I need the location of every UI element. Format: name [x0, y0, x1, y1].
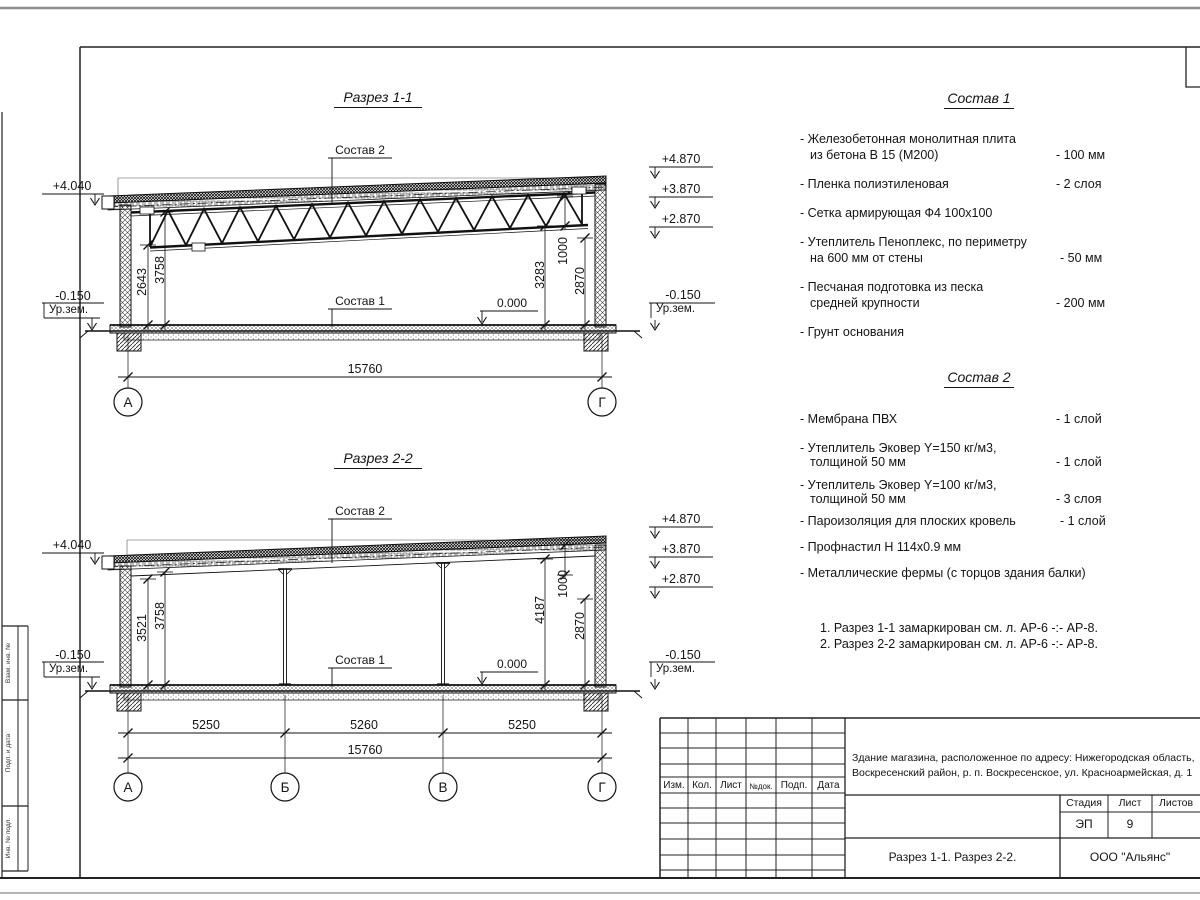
sostav2-item-4-value: - 1 слой — [1060, 514, 1106, 528]
titleblock-col-data: Дата — [817, 780, 840, 791]
elevation-right-1-s1: +4.870 — [661, 152, 701, 166]
sostav2-callout-s1: Состав 2 — [335, 143, 385, 157]
sostav1-item-1-line2: из бетона В 15 (М200) — [810, 148, 939, 162]
titleblock-company: ООО "Альянс" — [1089, 850, 1171, 864]
titleblock-col-kol: Кол. — [692, 780, 712, 791]
elevation-right-1-s2: +4.870 — [661, 512, 701, 526]
dim-2643: 2643 — [135, 268, 149, 296]
sostav2-item-2-line1: - Утеплитель Эковер Y=150 кг/м3, — [800, 441, 997, 455]
titleblock-object-line2: Воскресенский район, р. п. Воскресенское, ул. Красноармейская, д. 1 — [852, 767, 1193, 779]
titleblock-sheets-label: Листов — [1158, 797, 1194, 809]
elevation-left-bottom-s1: -0.150 — [55, 289, 91, 303]
dim-4187: 4187 — [533, 596, 547, 624]
side-stamp-cell-3: Инв. № подл. — [5, 817, 12, 859]
sostav1-item-4-value: - 50 мм — [1060, 251, 1103, 265]
dim-3758-s2: 3758 — [153, 602, 167, 630]
axis-bubble-b-s2: Б — [280, 780, 290, 795]
dim-1000-s1: 1000 — [556, 237, 570, 265]
sostav1-callout-s1: Состав 1 — [335, 294, 385, 308]
sostav2-item-1-value: - 1 слой — [1056, 412, 1102, 426]
axis-bubble-a-s2: А — [123, 780, 133, 795]
titleblock-col-ndok: №док. — [749, 782, 773, 791]
sostav1-item-6-line1: - Грунт основания — [800, 325, 905, 339]
dim-span-2: 5260 — [350, 718, 378, 732]
ground-level-label-s2-left: Ур.зем. — [49, 663, 89, 675]
side-stamp-cell-1: Взам. инв. № — [5, 642, 12, 684]
sostav2-item-3-line1: - Утеплитель Эковер Y=100 кг/м3, — [800, 478, 997, 492]
elevation-left-top-s2: +4.040 — [52, 538, 92, 552]
axis-bubble-g-s1: Г — [598, 395, 606, 410]
sostav1-item-5-line2: средней крупности — [810, 296, 920, 310]
ground-level-label-s2-right: Ур.зем. — [656, 663, 696, 675]
sostav1-callout-s2: Состав 1 — [335, 653, 385, 667]
titleblock-stage-label: Стадия — [1066, 797, 1102, 809]
titleblock-sheet-label: Лист — [1118, 797, 1142, 809]
sostav2-item-3-line2: толщиной 50 мм — [810, 492, 906, 506]
sostav2-item-1-line1: - Мембрана ПВХ — [800, 412, 898, 426]
axis-bubble-g-s2: Г — [598, 780, 606, 795]
sostav2-item-4-line1: - Пароизоляция для плоских кровель — [800, 514, 1016, 528]
dim-span-3: 5250 — [508, 718, 536, 732]
section-2-2-title: Разрез 2-2 — [334, 450, 422, 469]
titleblock-col-list: Лист — [720, 780, 742, 791]
sostav1-item-5-value: - 200 мм — [1056, 296, 1106, 310]
sostav2-item-2-line2: толщиной 50 мм — [810, 455, 906, 469]
dim-3283: 3283 — [533, 261, 547, 289]
titleblock-col-podp: Подп. — [780, 780, 808, 791]
zero-level-mark-s2: 0.000 — [496, 657, 528, 671]
note-2: 2. Разрез 2-2 замаркирован см. л. АР-6 -:- АР-8. — [820, 637, 1098, 651]
titleblock-sheet-value: 9 — [1126, 817, 1134, 831]
dim-total-s1: 15760 — [347, 362, 383, 376]
sostav2-callout-s2: Состав 2 — [335, 504, 385, 518]
ground-level-label-s1-left: Ур.зем. — [49, 304, 89, 316]
sostav2-item-2-value: - 1 слой — [1056, 455, 1102, 469]
sostav1-item-2-line1: - Пленка полиэтиленовая — [800, 177, 949, 191]
titleblock-drawing-name: Разрез 1-1. Разрез 2-2. — [888, 850, 1017, 864]
dim-2870-s1: 2870 — [573, 267, 587, 295]
dim-3521: 3521 — [135, 614, 149, 642]
sostav2-title: Состав 2 — [944, 369, 1014, 388]
section-1-1-title: Разрез 1-1 — [334, 89, 422, 108]
sostav2-item-3-value: - 3 слоя — [1056, 492, 1102, 506]
titleblock-stage-value: ЭП — [1075, 817, 1093, 831]
sostav1-item-2-value: - 2 слоя — [1056, 177, 1102, 191]
elevation-right-2-s2: +3.870 — [661, 542, 701, 556]
elevation-left-bottom-s2: -0.150 — [55, 648, 91, 662]
elevation-left-top-s1: +4.040 — [52, 179, 92, 193]
elevation-right-bottom-s1: -0.150 — [665, 288, 701, 302]
dim-span-1: 5250 — [192, 718, 220, 732]
dim-2870-s2: 2870 — [573, 612, 587, 640]
side-stamp-cell-2: Подп. и дата — [5, 733, 12, 773]
sostav1-title: Состав 1 — [944, 90, 1014, 109]
ground-level-label-s1-right: Ур.зем. — [656, 303, 696, 315]
titleblock-object-line1: Здание магазина, расположенное по адресу: Нижегородская область, — [852, 752, 1195, 764]
dim-3758-s1: 3758 — [153, 256, 167, 284]
note-1: 1. Разрез 1-1 замаркирован см. л. АР-6 -:- АР-8. — [820, 621, 1098, 635]
sostav1-item-1-value: - 100 мм — [1056, 148, 1106, 162]
dim-total-s2: 15760 — [347, 743, 383, 757]
titleblock-col-izm: Изм. — [663, 780, 685, 791]
elevation-right-3-s1: +2.870 — [661, 212, 701, 226]
axis-bubble-v-s2: В — [438, 780, 448, 795]
sostav1-item-4-line1: - Утеплитель Пеноплекс, по периметру — [800, 235, 1027, 249]
sostav1-item-3-line1: - Сетка армирующая Ф4 100х100 — [800, 206, 993, 220]
dim-1000-s2: 1000 — [556, 570, 570, 598]
elevation-right-2-s1: +3.870 — [661, 182, 701, 196]
sostav2-item-5-line1: - Профнастил Н 114х0.9 мм — [800, 540, 962, 554]
elevation-right-3-s2: +2.870 — [661, 572, 701, 586]
axis-bubble-a-s1: А — [123, 395, 133, 410]
sostav1-item-5-line1: - Песчаная подготовка из песка — [800, 280, 984, 294]
sostav1-item-1-line1: - Железобетонная монолитная плита — [800, 132, 1016, 146]
sostav2-item-6-line1: - Металлические фермы (с торцов здания балки) — [800, 566, 1086, 580]
sostav1-item-4-line2: на 600 мм от стены — [810, 251, 923, 265]
zero-level-mark-s1: 0.000 — [496, 296, 528, 310]
elevation-right-bottom-s2: -0.150 — [665, 648, 701, 662]
